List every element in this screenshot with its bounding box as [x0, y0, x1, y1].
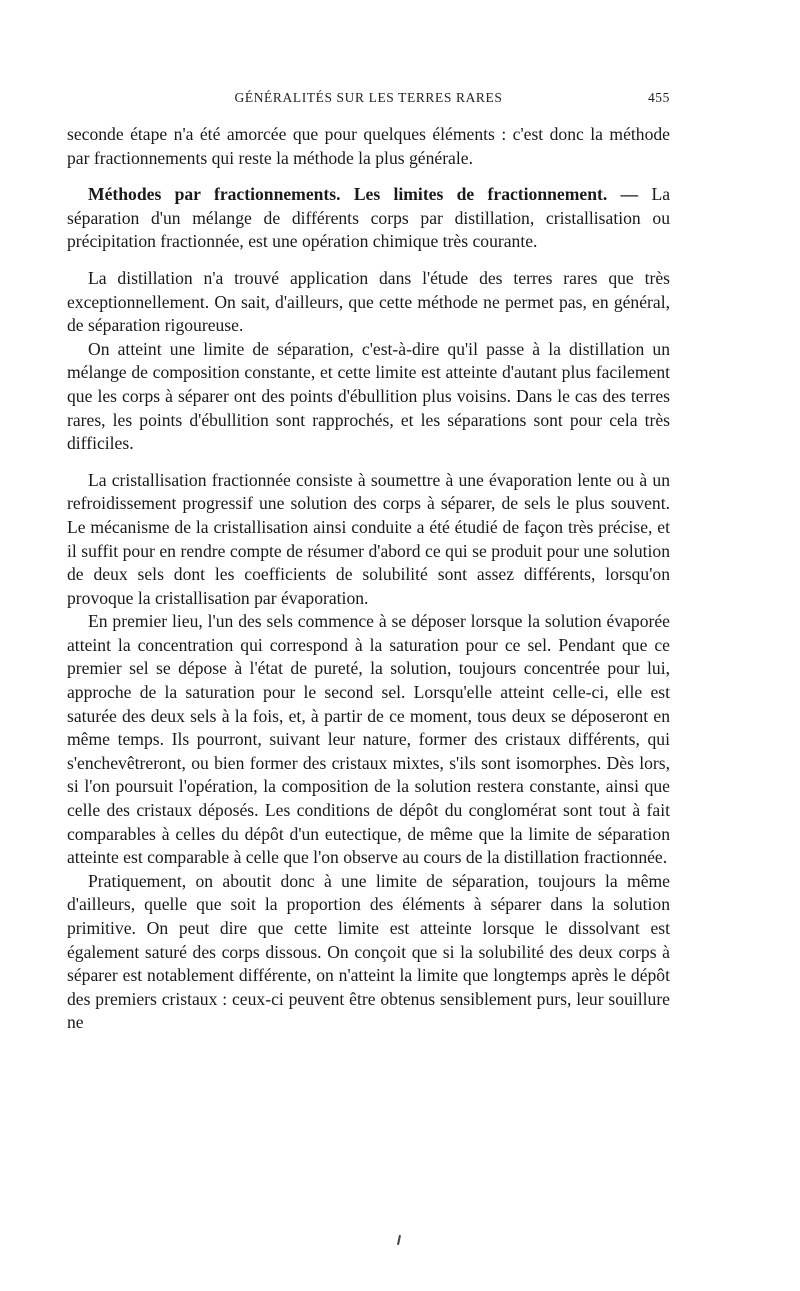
- paragraph-section-intro: [67, 183, 670, 254]
- paragraph-text: En premier lieu, l'un des sels commence à se déposer lorsque la solution évaporée atteint la concentration qui correspond à la saturation pour ce sel. Pendant que ce premier sel se dépose à l'état de pureté, la solution, toujours concentrée pour lui, approche de la saturation pour le second sel. Lorsqu'elle atteint celle-ci, elle est saturée des deux sels à la fois, et, à partir de ce moment, tous deux se déposeront en même temps. Ils pourront, suivant leur nature, former des cristaux différents, qui s'enchevêtreront, ou bien former des cristaux mixtes, s'ils sont isomorphes. Dès lors, si l'on poursuit l'opération, la composition de la solution restera constante, ainsi que celle des cristaux déposés. Les conditions de dépôt du conglomérat sont tout à fait comparables à celles du dépôt d'un eutectique, de même que la limite de séparation atteinte est comparable à celle que l'on observe au cours de la distillation fractionnée.: [67, 611, 670, 868]
- body-text: [67, 123, 670, 1035]
- ink-mark: [397, 1235, 401, 1245]
- paragraph-text: La distillation n'a trouvé application dans l'étude des terres rares que très exceptionnellement. On sait, d'ailleurs, que cette méthode ne permet pas, en général, de séparation rigoureuse.: [67, 267, 670, 336]
- paragraph-text: Pratiquement, on aboutit donc à une limite de séparation, toujours la même d'ailleurs, quelle que soit la proportion des éléments à séparer dans la solution primitive. On peut dire que cette limite est atteinte lorsque le dissolvant est également saturé des corps dissous. On conçoit que si la solubilité des deux corps à séparer est notablement différente, on n'atteint la limite que longtemps après le dépôt des premiers cristaux : ceux-ci peuvent être obtenus sensiblement purs, leur souillure ne: [67, 870, 670, 1033]
- paragraph-first-salt: [67, 610, 670, 870]
- paragraph-crystallisation: [67, 469, 670, 611]
- page-number: 455: [647, 90, 670, 105]
- running-title: GÉNÉRALITÉS SUR LES TERRES RARES: [234, 90, 503, 105]
- paragraph-distillation: [67, 267, 670, 338]
- paragraph-continuation: [67, 123, 670, 170]
- paragraph-text: On atteint une limite de séparation, c'est-à-dire qu'il passe à la distillation un mélange de composition constante, et cette limite est atteinte d'autant plus facilement que les corps à séparer ont des points d'ébullition plus voisins. Dans le cas des terres rares, les points d'ébullition sont rapprochés, et les séparations sont pour cela très difficiles.: [67, 338, 670, 454]
- paragraph-separation-limit: [67, 338, 670, 456]
- book-page: [67, 88, 670, 1035]
- paragraph-practical-limit: [67, 870, 670, 1035]
- paragraph-text: La séparation d'un mélange de différents corps par distillation, cristallisation ou précipitation fractionnée, est une opération chimique très courante.: [67, 184, 671, 252]
- paragraph-text: seconde étape n'a été amorcée que pour quelques éléments : c'est donc la méthode par fractionnements qui reste la méthode la plus générale.: [67, 124, 670, 168]
- section-heading: Méthodes par fractionnements. Les limites de fractionnement. —: [88, 184, 639, 205]
- running-header: [67, 88, 670, 110]
- paragraph-text: La cristallisation fractionnée consiste à soumettre à une évaporation lente ou à un refroidissement progressif une solution des corps à séparer, de sels le plus souvent. Le mécanisme de la cristallisation ainsi conduite a été étudié de façon très précise, et il suffit pour en rendre compte de résumer d'abord ce qui se produit pour une solution de deux sels dont les coefficients de solubilité sont assez différents, lorsqu'on provoque la cristallisation par évaporation.: [67, 469, 670, 608]
